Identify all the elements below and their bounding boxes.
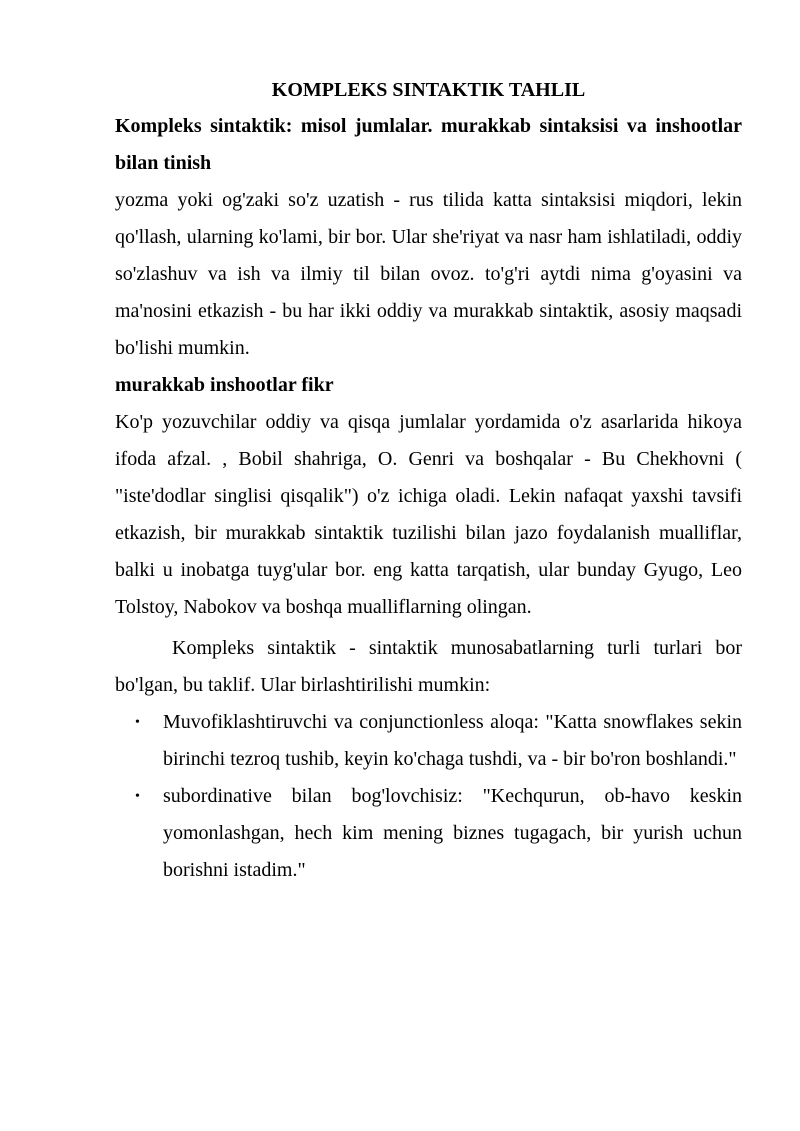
paragraph-intro: yozma yoki og'zaki so'z uzatish - rus tilida katta sintaksisi miqdori, lekin qo'llash, ularning ko'lami, bir bor. Ular she'riyat va nasr ham ishlatiladi, oddiy so'zlashuv va ish va ilmiy til bilan ovoz. to'g'ri aytdi nima g'oyasini va ma'nosini etkazish - bu har ikki oddiy va murakkab sintaktik, asosiy maqsadi bo'lishi mumkin.: [115, 189, 742, 359]
list-item: [115, 778, 742, 889]
document-title: KOMPLEKS SINTAKTIK TAHLIL: [271, 79, 586, 101]
list-item-text: Muvofiklashtiruvchi va conjunctionless aloqa: "Katta snowflakes sekin birinchi tezroq tushib, keyin ko'chaga tushdi, va - bir bo'ron boshlandi.": [163, 711, 742, 770]
list-item-text: subordinative bilan bog'lovchisiz: "Kechqurun, ob-havo keskin yomonlashgan, hech kim mening biznes tugagach, bir yurish uchun borishni istadim.": [163, 785, 742, 881]
bullet-list: [115, 704, 742, 889]
list-item: [115, 704, 742, 778]
section-heading-complex-constructions: murakkab inshootlar fikr: [115, 374, 334, 396]
document-page: [115, 72, 742, 889]
bullet-icon: •: [135, 715, 140, 730]
bullet-icon: •: [135, 789, 140, 804]
paragraph-definition: Kompleks sintaktik - sintaktik munosabatlarning turli turlari bor bo'lgan, bu taklif. Ular birlashtirilishi mumkin:: [115, 637, 742, 696]
section-heading-complex-syntax: Kompleks sintaktik: misol jumlalar. murakkab sintaksisi va inshootlar bilan tinish: [115, 115, 742, 174]
paragraph-writers: Ko'p yozuvchilar oddiy va qisqa jumlalar yordamida o'z asarlarida hikoya ifoda afzal. , Bobil shahriga, O. Genri va boshqalar - Bu Chekhovni ( "iste'dodlar singlisi qisqalik") o'z ichiga oladi. Lekin nafaqat yaxshi tavsifi etkazish, bir murakkab sintaktik tuzilishi bilan jazo foydalanish mualliflar, balki u inobatga tuyg'ular bor. eng katta tarqatish, ular bunday Gyugo, Leo Tolstoy, Nabokov va boshqa mualliflarning olingan.: [115, 411, 742, 618]
